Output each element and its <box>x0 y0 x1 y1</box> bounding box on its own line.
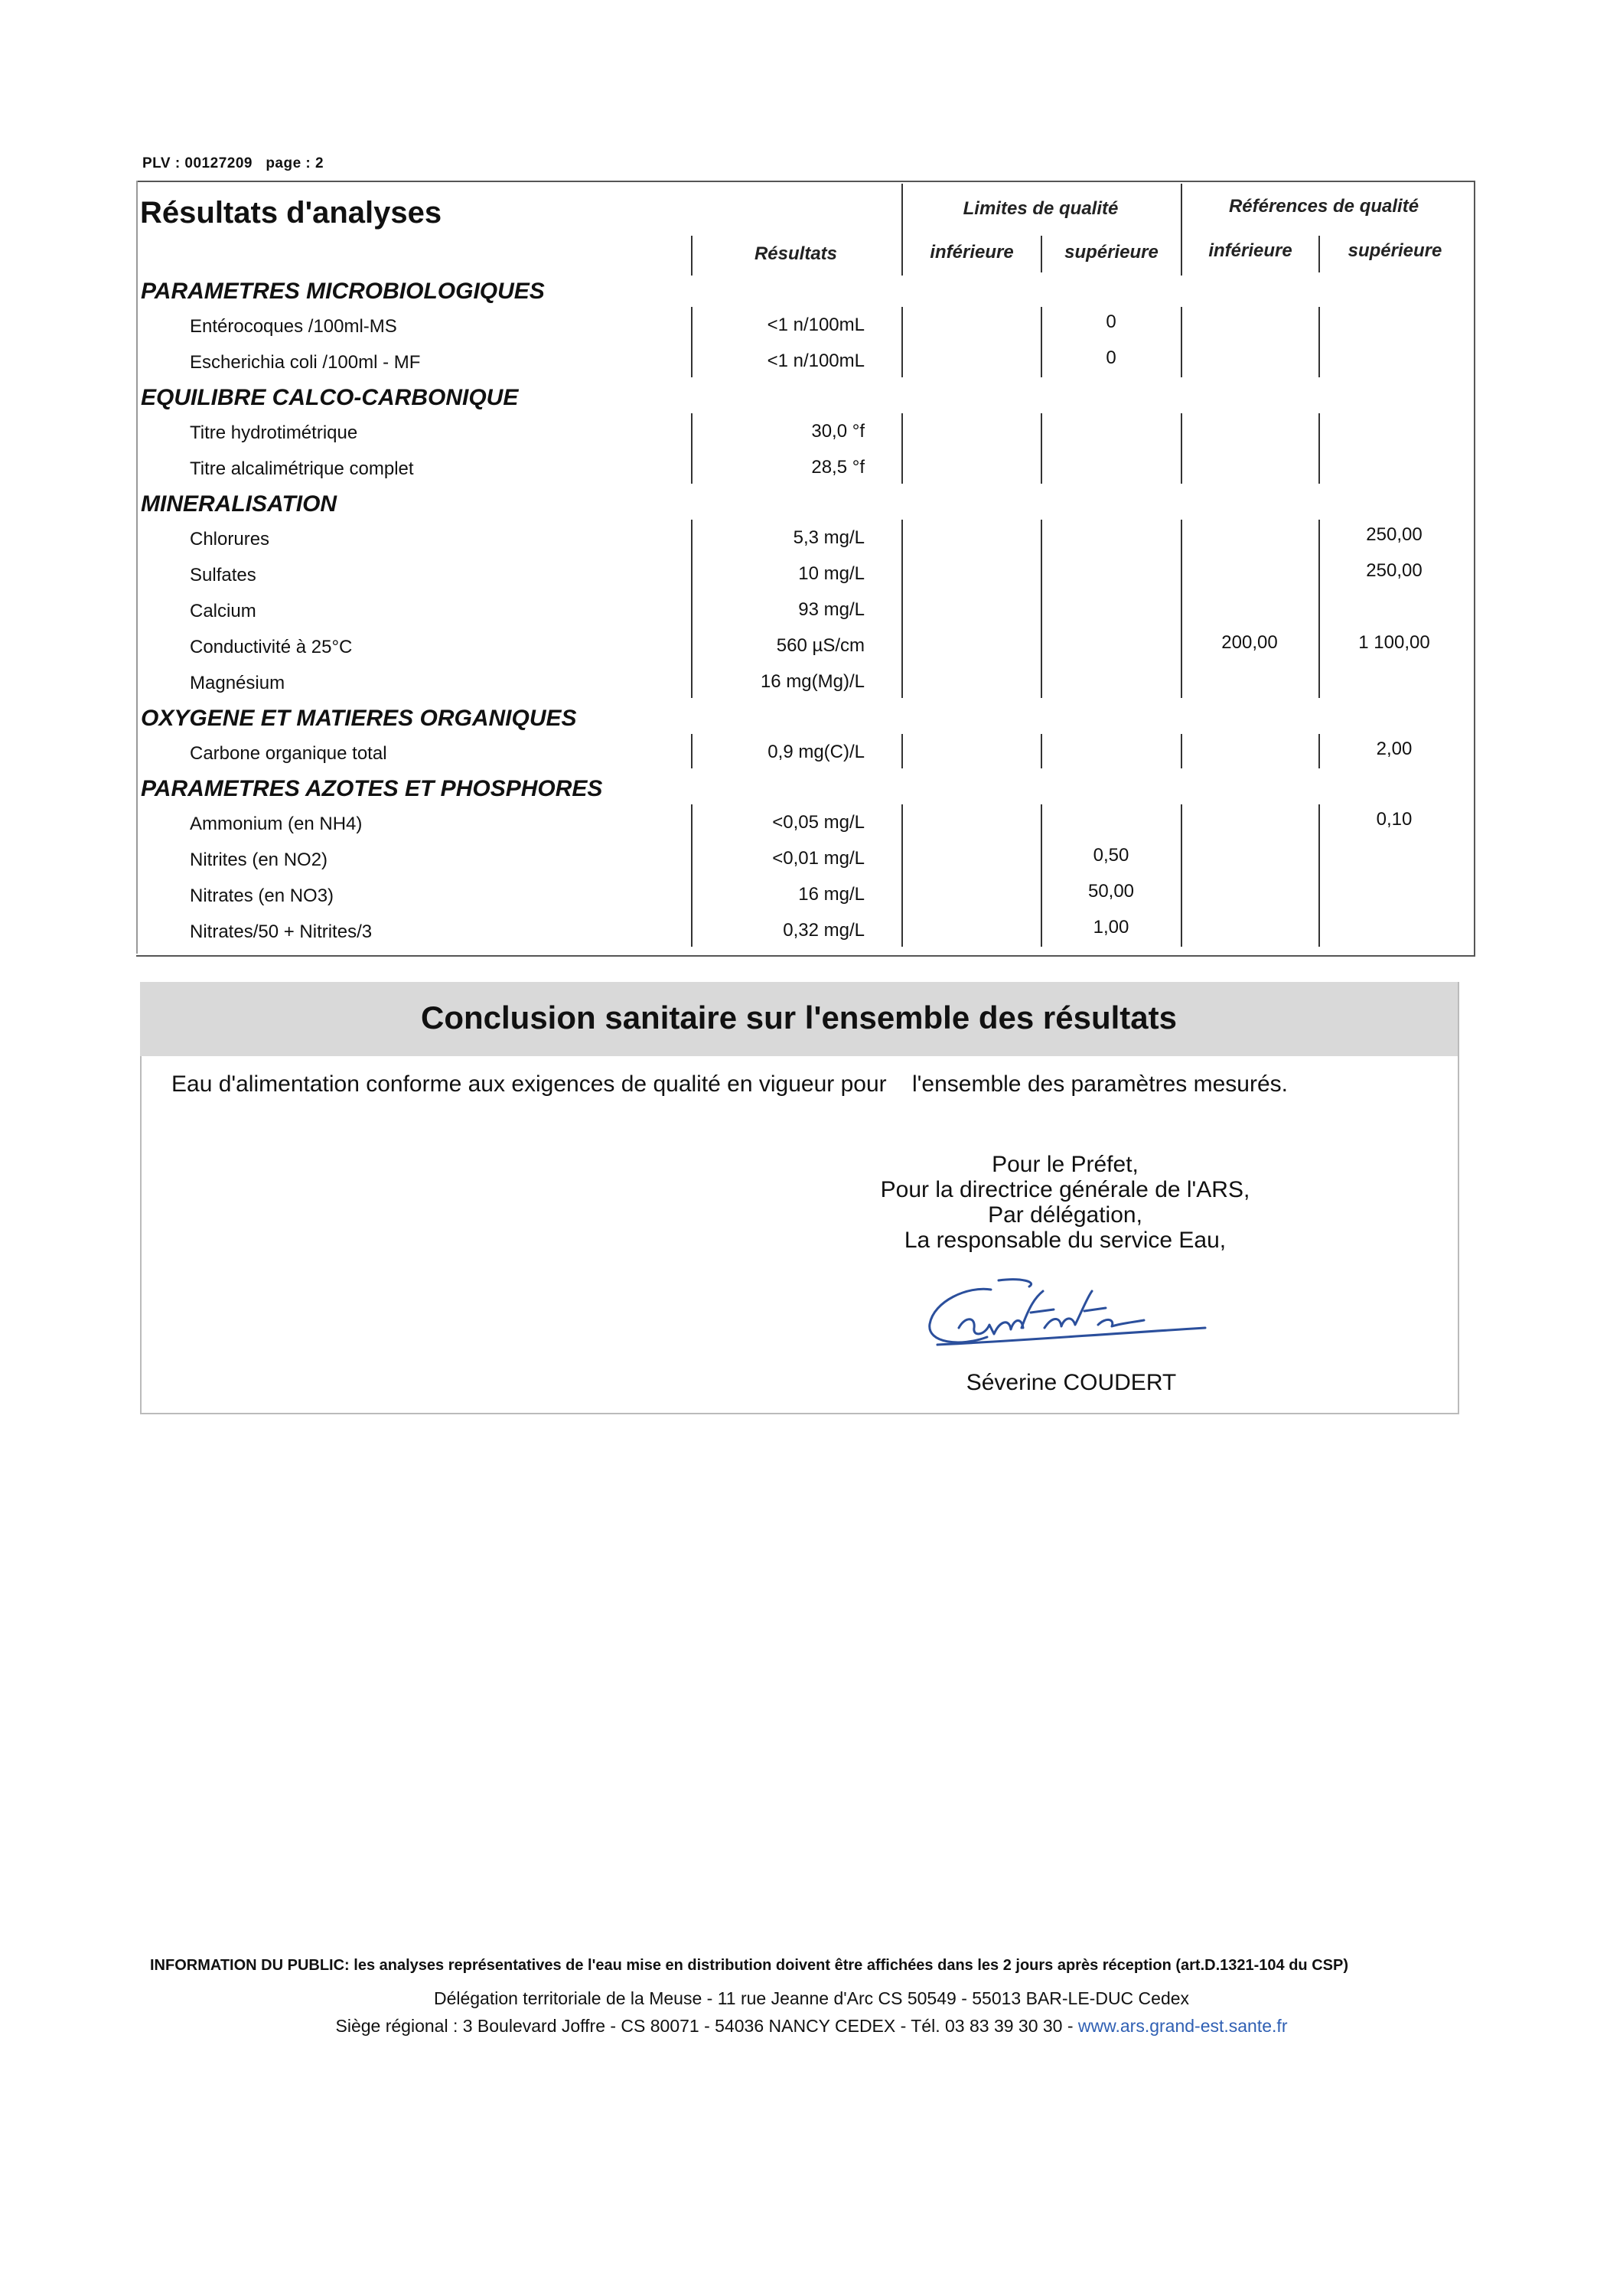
column-divider <box>901 804 903 947</box>
header-refs-group: Références de qualité <box>1228 196 1419 217</box>
column-divider <box>1181 520 1182 698</box>
parameter-name: Titre hydrotimétrique <box>190 422 358 443</box>
public-information-notice <box>150 1957 1348 1975</box>
result-value: 10 mg/L <box>798 563 865 584</box>
divider-limits-refs <box>1181 184 1182 276</box>
result-value: 16 mg(Mg)/L <box>760 671 865 692</box>
parameter-name: Entérocoques /100ml-MS <box>190 316 397 337</box>
parameter-name: Nitrates/50 + Nitrites/3 <box>190 921 373 942</box>
result-value: <0,05 mg/L <box>772 812 865 833</box>
plv-reference: PLV : 00127209 <box>142 155 253 171</box>
parameter-name: Sulfates <box>190 565 256 585</box>
result-value: 28,5 °f <box>811 457 865 478</box>
parameter-name: Nitrates (en NO3) <box>190 885 334 906</box>
conclusion-text <box>171 1071 1288 1097</box>
limit-upper-value: 0 <box>1106 347 1116 368</box>
result-value: <1 n/100mL <box>767 315 865 335</box>
column-divider <box>1041 307 1042 377</box>
parameter-name: Ammonium (en NH4) <box>190 814 363 834</box>
column-divider <box>1318 734 1320 768</box>
table-title: Résultats d'analyses <box>140 196 442 230</box>
handwritten-signature <box>914 1274 1221 1362</box>
column-divider <box>1181 413 1182 484</box>
column-divider <box>901 520 903 698</box>
reference-upper-value: 250,00 <box>1366 524 1423 545</box>
signature-line-3: Par délégation, <box>988 1202 1142 1228</box>
column-divider <box>1318 413 1320 484</box>
column-divider <box>1041 520 1042 698</box>
result-value: 93 mg/L <box>798 599 865 620</box>
result-value: 5,3 mg/L <box>793 527 865 548</box>
divider-results-limits <box>901 184 903 276</box>
header-ref-upper: supérieure <box>1348 240 1442 261</box>
section-title: MINERALISATION <box>141 491 337 517</box>
column-divider <box>1318 307 1320 377</box>
parameter-name: Titre alcalimétrique complet <box>190 458 414 479</box>
column-divider <box>691 413 693 484</box>
conclusion-text-part-1: Eau d'alimentation conforme aux exigences de qualité en vigueur pour <box>171 1071 887 1097</box>
result-value: <0,01 mg/L <box>772 848 865 869</box>
header-limits-group: Limites de qualité <box>963 198 1119 219</box>
section-title: PARAMETRES MICROBIOLOGIQUES <box>141 279 545 304</box>
signature-line-2: Pour la directrice générale de l'ARS, <box>880 1177 1250 1202</box>
column-divider <box>1181 307 1182 377</box>
limit-upper-value: 0 <box>1106 311 1116 332</box>
result-value: 30,0 °f <box>811 421 865 442</box>
parameter-name: Magnésium <box>190 673 285 693</box>
column-divider <box>1318 804 1320 947</box>
parameter-name: Carbone organique total <box>190 743 387 764</box>
result-value: 16 mg/L <box>798 884 865 905</box>
document-header <box>142 155 324 172</box>
conclusion-text-part-2: l'ensemble des paramètres mesurés. <box>912 1071 1288 1097</box>
section-title: EQUILIBRE CALCO-CARBONIQUE <box>141 385 519 410</box>
column-divider <box>691 520 693 698</box>
result-value: 0,32 mg/L <box>783 920 865 941</box>
column-divider <box>901 307 903 377</box>
column-divider <box>1181 804 1182 947</box>
divider-limits-sub <box>1041 236 1042 272</box>
public-information-label: INFORMATION DU PUBLIC: <box>150 1957 350 1974</box>
divider-refs-sub <box>1318 236 1320 272</box>
results-table-left-border <box>136 181 138 954</box>
section-title: PARAMETRES AZOTES ET PHOSPHORES <box>141 776 603 801</box>
reference-upper-value: 250,00 <box>1366 560 1423 581</box>
reference-upper-value: 2,00 <box>1376 739 1413 759</box>
header-limit-upper: supérieure <box>1064 242 1159 263</box>
column-divider <box>1041 734 1042 768</box>
reference-lower-value: 200,00 <box>1221 632 1278 653</box>
website-link[interactable]: www.ars.grand-est.sante.fr <box>1077 2016 1288 2036</box>
column-divider <box>691 307 693 377</box>
limit-upper-value: 1,00 <box>1093 917 1129 938</box>
footer-headquarters-text: Siège régional : 3 Boulevard Joffre - CS 80071 - 54036 NANCY CEDEX - Tél. 03 83 39 30 30 - <box>335 2016 1074 2036</box>
header-results: Résultats <box>754 243 838 264</box>
result-value: 0,9 mg(C)/L <box>768 742 865 762</box>
column-divider <box>1041 804 1042 947</box>
header-limit-lower: inférieure <box>930 242 1014 263</box>
parameter-name: Conductivité à 25°C <box>190 637 353 657</box>
column-divider <box>691 734 693 768</box>
header-ref-lower: inférieure <box>1208 240 1292 261</box>
limit-upper-value: 50,00 <box>1087 881 1135 902</box>
column-divider <box>691 804 693 947</box>
column-divider <box>901 734 903 768</box>
column-divider <box>1181 734 1182 768</box>
column-divider <box>901 413 903 484</box>
page-number: page : 2 <box>266 155 324 171</box>
divider-param-results-header <box>691 236 693 276</box>
parameter-name: Escherichia coli /100ml - MF <box>190 352 421 373</box>
signature-line-4: La responsable du service Eau, <box>904 1228 1227 1253</box>
result-value: <1 n/100mL <box>767 351 865 371</box>
parameter-name: Chlorures <box>190 529 270 550</box>
parameter-name: Calcium <box>190 601 256 621</box>
parameter-name: Nitrites (en NO2) <box>190 850 328 870</box>
limit-upper-value: 0,50 <box>1093 845 1129 866</box>
public-information-text: les analyses représentatives de l'eau mise en distribution doivent être affichées dans les 2 jours après réception (art.D.1321-104 du CSP) <box>354 1957 1348 1974</box>
column-divider <box>1318 520 1320 698</box>
signatory-name: Séverine COUDERT <box>966 1370 1177 1395</box>
conclusion-title: Conclusion sanitaire sur l'ensemble des résultats <box>421 1000 1177 1035</box>
column-divider <box>1041 413 1042 484</box>
footer-address-line: Délégation territoriale de la Meuse - 11 rue Jeanne d'Arc CS 50549 - 55013 BAR-LE-DUC Cedex <box>433 1988 1190 2008</box>
signature-line-1: Pour le Préfet, <box>992 1152 1139 1177</box>
section-title: OXYGENE ET MATIERES ORGANIQUES <box>141 706 577 731</box>
reference-upper-value: 1 100,00 <box>1358 632 1430 653</box>
result-value: 560 µS/cm <box>776 635 865 656</box>
reference-upper-value: 0,10 <box>1376 809 1413 830</box>
footer-headquarters-line <box>0 2016 1623 2037</box>
